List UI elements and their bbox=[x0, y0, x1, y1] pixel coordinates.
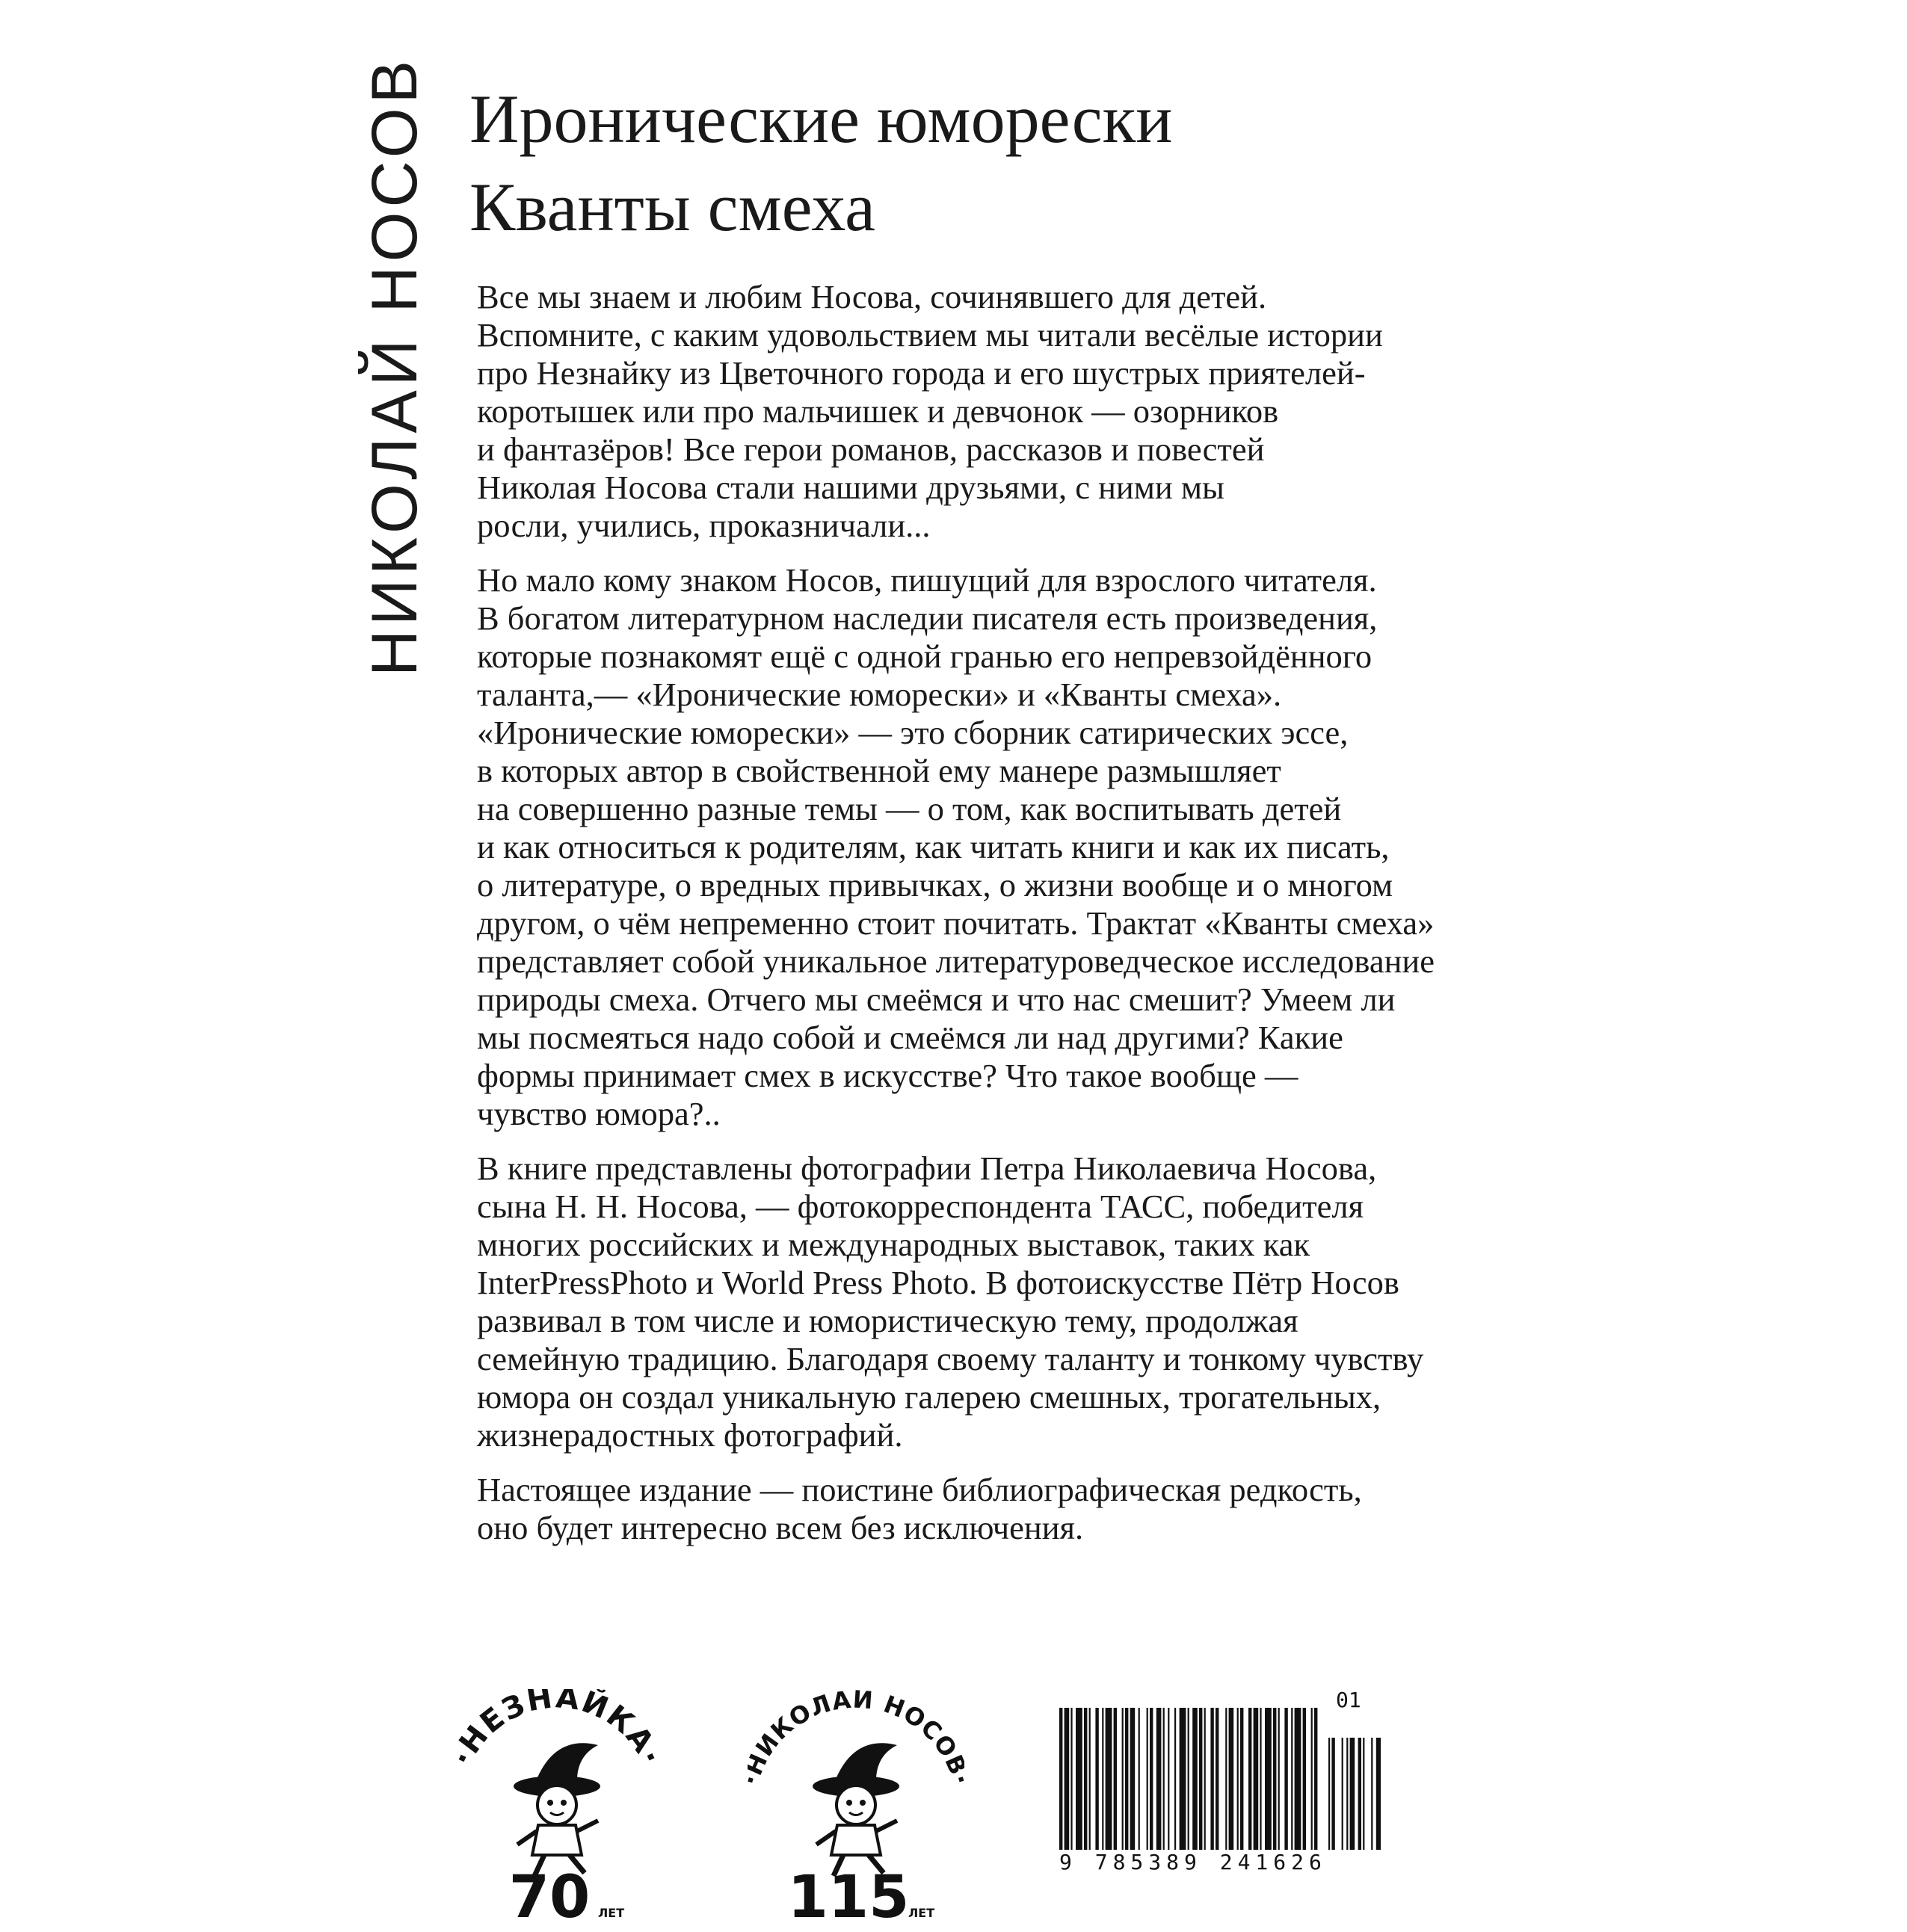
text-line: Все мы знаем и любим Носова, сочинявшего для детей. bbox=[477, 278, 1267, 315]
barcode-bar bbox=[1102, 1708, 1103, 1872]
paragraph-4 bbox=[477, 1471, 1524, 1547]
barcode-bar bbox=[1150, 1708, 1153, 1872]
book-title-1: Иронические юморески bbox=[469, 81, 1173, 157]
text-line: в которых автор в свойственной ему манере размышляет bbox=[477, 752, 1281, 789]
text-line: «Иронические юморески» — это сборник сатирических эссе, bbox=[477, 714, 1349, 751]
barcode-bar bbox=[1311, 1708, 1313, 1872]
text-line: на совершенно разные темы — о том, как воспитывать детей bbox=[477, 790, 1342, 827]
barcode-bar bbox=[1095, 1708, 1098, 1872]
barcode-bar bbox=[1216, 1708, 1219, 1872]
text-line: чувство юмора?.. bbox=[477, 1095, 721, 1132]
barcode-digits: 9 785389 241626 bbox=[1059, 1850, 1381, 1874]
barcode-bar bbox=[1284, 1708, 1287, 1872]
book-title-2: Кванты смеха bbox=[469, 169, 875, 245]
barcode-bar bbox=[1254, 1708, 1259, 1872]
text-line: природы смеха. Отчего мы смеёмся и что нас смешит? Умеем ли bbox=[477, 981, 1396, 1018]
neznaika-figure-icon bbox=[813, 1743, 899, 1876]
text-line: представляет собой уникальное литературоведческое исследование bbox=[477, 942, 1435, 980]
barcode-bar bbox=[1188, 1708, 1189, 1872]
text-line: развивал в том числе и юмористическую тему, продолжая bbox=[477, 1302, 1298, 1339]
neznaika-70-logo bbox=[449, 1689, 665, 1928]
logo-suffix: ЛЕТ bbox=[598, 1906, 625, 1920]
barcode-bar bbox=[1156, 1708, 1162, 1872]
barcode-addon-digits: 01 bbox=[1336, 1688, 1361, 1712]
barcode-bar bbox=[1210, 1708, 1213, 1872]
text-line: Но мало кому знаком Носов, пишущий для взрослого читателя. bbox=[477, 561, 1377, 599]
text-line: про Незнайку из Цветочного города и его шустрых приятелей- bbox=[477, 354, 1366, 392]
logo-arc-text: ИКОЛАЙ НОСО bbox=[750, 1689, 964, 1763]
barcode-bar bbox=[1174, 1708, 1176, 1872]
barcode-bar bbox=[1147, 1708, 1148, 1872]
barcode-bar bbox=[1229, 1708, 1234, 1872]
barcode-bar bbox=[1295, 1708, 1301, 1872]
logo-suffix: ЛЕТ bbox=[908, 1906, 935, 1920]
barcode-bar bbox=[1163, 1708, 1165, 1872]
barcode-bar bbox=[1192, 1708, 1198, 1872]
text-line: другом, о чём непременно стоит почитать. Трактат «Кванты смеха» bbox=[477, 904, 1435, 942]
text-line: жизнерадостных фотографий. bbox=[477, 1416, 903, 1454]
barcode-bar bbox=[1237, 1708, 1239, 1872]
barcode-bar bbox=[1059, 1708, 1062, 1872]
barcode-bar bbox=[1084, 1708, 1087, 1872]
text-line: семейную традицию. Благодаря своему таланту и тонкому чувству bbox=[477, 1340, 1424, 1377]
barcode-bar bbox=[1303, 1708, 1306, 1872]
logo-arc-text: ·НЕЗНАЙКА· bbox=[449, 1689, 665, 1771]
barcode-bar bbox=[1180, 1708, 1186, 1872]
text-line: многих российских и международных выставок, таких как bbox=[477, 1226, 1310, 1263]
title-block bbox=[469, 75, 1173, 251]
text-line: В богатом литературном наследии писателя есть произведения, bbox=[477, 599, 1378, 637]
text-line: В книге представлены фотографии Петра Николаевича Носова, bbox=[477, 1149, 1377, 1187]
text-line: оно будет интересно всем без исключения. bbox=[477, 1509, 1084, 1546]
text-line: и фантазёров! Все герои романов, рассказов и повестей bbox=[477, 430, 1265, 468]
text-line: росли, учились, проказничали... bbox=[477, 507, 931, 544]
nosov-115-logo bbox=[748, 1689, 964, 1928]
text-line: которые познакомят ещё с одной гранью его непревзойдённого bbox=[477, 638, 1373, 675]
text-line: Николая Носова стали нашими друзьями, с ними мы bbox=[477, 469, 1224, 506]
barcode-bar bbox=[1089, 1708, 1091, 1872]
barcode-bar bbox=[1122, 1708, 1124, 1872]
barcode-bar bbox=[1106, 1708, 1112, 1872]
barcode-bar bbox=[1125, 1708, 1128, 1872]
barcode-bar bbox=[1273, 1708, 1276, 1872]
author-name: НИКОЛАЙ НОСОВ bbox=[359, 56, 431, 676]
text-line: и как относиться к родителям, как читать книги и как их писать, bbox=[477, 828, 1390, 865]
neznaika-figure-icon bbox=[514, 1743, 600, 1876]
annotation-text bbox=[477, 278, 1524, 1564]
barcode-bar bbox=[1065, 1708, 1070, 1872]
text-line: сына Н. Н. Носова, — фотокорреспондента ТАСС, победителя bbox=[477, 1188, 1364, 1225]
barcode-bar bbox=[1240, 1708, 1243, 1872]
paragraph-2 bbox=[477, 561, 1524, 1133]
isbn-barcode bbox=[1059, 1708, 1381, 1872]
text-line: коротышек или про мальчишек и девчонок — озорников bbox=[477, 392, 1279, 430]
barcode-bar bbox=[1199, 1708, 1202, 1872]
barcode-bar bbox=[1168, 1708, 1169, 1872]
barcode-bar bbox=[1260, 1708, 1261, 1872]
barcode-bar bbox=[1265, 1708, 1272, 1872]
barcode-bar bbox=[1204, 1708, 1206, 1872]
barcode-bar bbox=[1291, 1708, 1293, 1872]
paragraph-1 bbox=[477, 278, 1524, 545]
logo-number: 115 bbox=[787, 1864, 910, 1928]
text-line: мы посмеяться надо собой и смеёмся ли над другими? Какие bbox=[477, 1019, 1343, 1056]
text-line: юмора он создал уникальную галерею смешных, трогательных, bbox=[477, 1378, 1381, 1416]
barcode-bar bbox=[1225, 1708, 1227, 1872]
barcode-bar bbox=[1139, 1708, 1140, 1872]
barcode-bar bbox=[1248, 1708, 1251, 1872]
barcode-bar bbox=[1076, 1708, 1082, 1872]
paragraph-3 bbox=[477, 1149, 1524, 1454]
text-line: Вспомните, с каким удовольствием мы читали весёлые истории bbox=[477, 316, 1383, 354]
barcode-bar bbox=[1278, 1708, 1280, 1872]
barcode-bar bbox=[1314, 1708, 1317, 1872]
logo-number: 70 bbox=[508, 1864, 591, 1928]
barcode-bar bbox=[1070, 1708, 1072, 1872]
text-line: формы принимает смех в искусстве? Что такое вообще — bbox=[477, 1057, 1298, 1094]
text-line: Настоящее издание — поистине библиографическая редкость, bbox=[477, 1471, 1362, 1508]
text-line: InterPressPhoto и World Press Photo. В фотоискусстве Пётр Носов bbox=[477, 1264, 1399, 1301]
text-line: о литературе, о вредных привычках, о жизни вообще и о многом bbox=[477, 866, 1393, 904]
barcode-bar bbox=[1130, 1708, 1136, 1872]
text-line: таланта,— «Иронические юморески» и «Кванты смеха». bbox=[477, 676, 1282, 713]
barcode-bar bbox=[1114, 1708, 1117, 1872]
